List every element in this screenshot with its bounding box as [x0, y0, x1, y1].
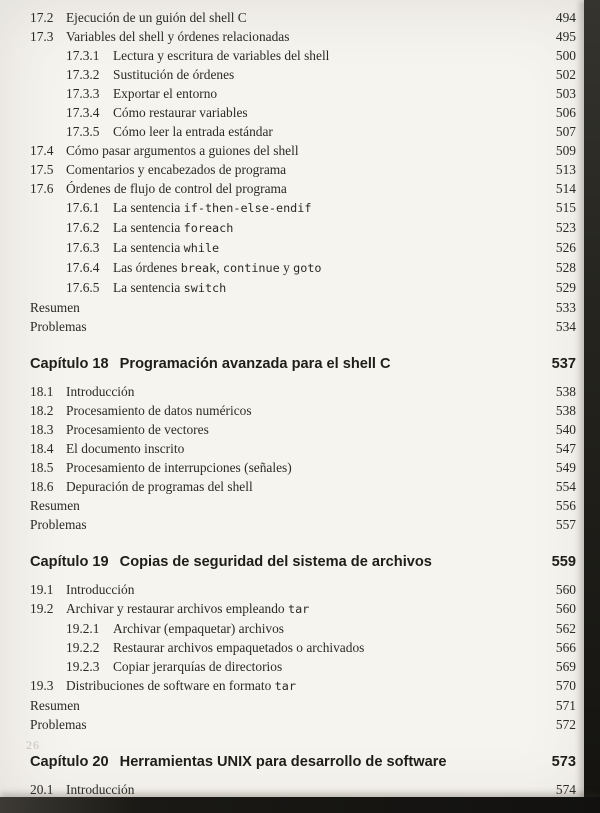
toc-entry	[30, 258, 576, 278]
toc-list	[30, 8, 576, 799]
entry-title: Lectura y escritura de variables del shell	[113, 48, 330, 63]
page-number: 494	[555, 10, 576, 25]
toc-entry	[30, 439, 576, 458]
code-term: if-then-else-endif	[183, 201, 312, 215]
section-number: 18.6	[30, 479, 54, 494]
section-number: 17.6	[30, 181, 54, 196]
toc-entry-unnumbered	[30, 515, 576, 534]
entry-title: Introducción	[66, 582, 135, 597]
entry-title: El documento inscrito	[66, 441, 185, 456]
page-number: 500	[555, 48, 576, 63]
page-number: 572	[555, 717, 576, 732]
toc-entry	[30, 65, 576, 84]
page-number: 554	[555, 479, 576, 494]
entry-title: Restaurar archivos empaquetados o archivados	[113, 640, 365, 655]
toc-entry	[30, 401, 576, 420]
toc-entry	[30, 8, 576, 27]
page-number: 559	[551, 554, 576, 570]
toc-entry	[30, 27, 576, 46]
entry-title: Problemas	[30, 517, 87, 532]
page-number: 513	[555, 162, 576, 177]
page-number: 533	[555, 300, 576, 315]
entry-title: Archivar (empaquetar) archivos	[113, 621, 285, 636]
section-number: 17.3	[30, 29, 54, 44]
page-number: 573	[551, 754, 576, 770]
section-number: 17.4	[30, 143, 54, 158]
code-term: continue	[222, 261, 280, 275]
entry-title: Cómo restaurar variables	[113, 105, 248, 120]
entry-title: Variables del shell y órdenes relacionadas	[66, 29, 290, 44]
page-number: 503	[555, 86, 576, 101]
entry-title: Problemas	[30, 717, 87, 732]
page-number: 566	[555, 640, 576, 655]
section-number: 17.6.3	[66, 240, 100, 255]
entry-title: Copias de seguridad del sistema de archivos	[119, 554, 432, 570]
page-number: 538	[555, 384, 576, 399]
entry-title: Introducción	[66, 384, 135, 399]
entry-title: Órdenes de flujo de control del programa	[66, 181, 287, 196]
page-number: 538	[555, 403, 576, 418]
toc-entry	[30, 619, 576, 638]
page-number: 534	[555, 319, 576, 334]
chapter-heading	[30, 552, 576, 572]
page-number: 502	[555, 67, 576, 82]
section-number: 17.3.3	[66, 86, 100, 101]
entry-title: Cómo pasar argumentos a guiones del shell	[66, 143, 299, 158]
page-number: 574	[555, 782, 576, 797]
section-number: 17.3.4	[66, 105, 100, 120]
entry-title: Ejecución de un guión del shell C	[66, 10, 247, 25]
entry-title: Distribuciones de software en formato tar	[66, 678, 296, 693]
entry-title: Las órdenes break, continue y goto	[113, 260, 322, 275]
entry-title: La sentencia foreach	[113, 220, 234, 235]
toc-entry	[30, 103, 576, 122]
page-number: 523	[555, 220, 576, 235]
toc-entry	[30, 657, 576, 676]
toc-entry	[30, 218, 576, 238]
section-number: 17.3.2	[66, 67, 100, 82]
entry-title: La sentencia switch	[113, 280, 227, 295]
page-number: 515	[555, 200, 576, 215]
page-number: 509	[555, 143, 576, 158]
section-number: 17.6.4	[66, 260, 100, 275]
section-number: 17.6.1	[66, 200, 100, 215]
page-number: 562	[555, 621, 576, 636]
toc-entry	[30, 84, 576, 103]
toc-entry	[30, 141, 576, 160]
entry-title: Depuración de programas del shell	[66, 479, 253, 494]
entry-title: Cómo leer la entrada estándar	[113, 124, 273, 139]
toc-entry	[30, 458, 576, 477]
toc-entry	[30, 46, 576, 65]
section-number: 17.5	[30, 162, 54, 177]
section-number: 18.1	[30, 384, 54, 399]
section-number: 20.1	[30, 782, 54, 797]
entry-title: Procesamiento de datos numéricos	[66, 403, 252, 418]
section-number: 17.3.1	[66, 48, 100, 63]
entry-title: La sentencia if-then-else-endif	[113, 200, 312, 215]
entry-title: Resumen	[30, 498, 80, 513]
entry-title: Resumen	[30, 300, 80, 315]
chapter-number: Capítulo 20	[30, 754, 109, 770]
page-number: 528	[555, 260, 576, 275]
section-number: 19.2.3	[66, 659, 100, 674]
section-number: 17.3.5	[66, 124, 100, 139]
toc-entry	[30, 122, 576, 141]
entry-title: La sentencia while	[113, 240, 220, 255]
page-number: 529	[555, 280, 576, 295]
entry-title: Exportar el entorno	[113, 86, 218, 101]
section-number: 19.1	[30, 582, 54, 597]
page-number: 540	[555, 422, 576, 437]
code-term: foreach	[183, 221, 234, 235]
page-number: 570	[555, 678, 576, 693]
toc-entry	[30, 420, 576, 439]
entry-title: Sustitución de órdenes	[113, 67, 235, 82]
page-number: 537	[551, 356, 576, 372]
entry-title: Archivar y restaurar archivos empleando tar	[66, 601, 310, 616]
section-number: 19.2	[30, 601, 54, 616]
page-number: 547	[555, 441, 576, 456]
entry-title: Resumen	[30, 698, 80, 713]
section-number: 17.6.5	[66, 280, 100, 295]
scan-edge-right	[584, 0, 600, 813]
toc-entry	[30, 179, 576, 198]
code-term: tar	[274, 679, 296, 693]
entry-title: Procesamiento de interrupciones (señales)	[66, 460, 292, 475]
code-term: goto	[293, 261, 322, 275]
toc-entry	[30, 477, 576, 496]
toc-entry	[30, 638, 576, 657]
page-number: 507	[555, 124, 576, 139]
toc-entry	[30, 676, 576, 696]
toc-entry	[30, 160, 576, 179]
toc-entry	[30, 382, 576, 401]
code-term: tar	[287, 602, 310, 616]
page-number: 506	[555, 105, 576, 120]
entry-title: Comentarios y encabezados de programa	[66, 162, 287, 177]
page-number: 526	[555, 240, 576, 255]
page-number: 560	[555, 582, 576, 597]
section-number: 17.6.2	[66, 220, 100, 235]
code-term: switch	[183, 281, 227, 295]
entry-title: Procesamiento de vectores	[66, 422, 209, 437]
toc-entry	[30, 238, 576, 258]
entry-title: Problemas	[30, 319, 87, 334]
toc-entry-unnumbered	[30, 715, 576, 734]
chapter-number: Capítulo 18	[30, 356, 109, 372]
page-number: 514	[555, 181, 576, 196]
entry-title: Copiar jerarquías de directorios	[113, 659, 283, 674]
toc-entry-unnumbered	[30, 696, 576, 715]
chapter-heading	[30, 354, 576, 374]
entry-title: Programación avanzada para el shell C	[119, 356, 391, 372]
section-number: 19.2.2	[66, 640, 100, 655]
entry-title: Introducción	[66, 782, 135, 797]
section-number: 19.3	[30, 678, 54, 693]
chapter-heading	[30, 752, 576, 772]
section-number: 18.3	[30, 422, 54, 437]
scan-artifact: 26	[26, 738, 40, 752]
page-number: 495	[555, 29, 576, 44]
page-number: 571	[555, 698, 576, 713]
page-number: 549	[555, 460, 576, 475]
toc-entry-unnumbered	[30, 496, 576, 515]
page-number: 560	[555, 601, 576, 616]
toc-entry-unnumbered	[30, 317, 576, 336]
code-term: while	[183, 241, 220, 255]
scan-edge-bottom	[0, 797, 600, 813]
chapter-number: Capítulo 19	[30, 554, 109, 570]
section-number: 18.4	[30, 441, 54, 456]
toc-entry	[30, 278, 576, 298]
section-number: 17.2	[30, 10, 54, 25]
page-number: 557	[555, 517, 576, 532]
page-number: 569	[555, 659, 576, 674]
section-number: 19.2.1	[66, 621, 100, 636]
code-term: break	[180, 261, 217, 275]
section-number: 18.2	[30, 403, 54, 418]
toc-entry-unnumbered	[30, 298, 576, 317]
toc-entry	[30, 599, 576, 619]
section-number: 18.5	[30, 460, 54, 475]
toc-entry	[30, 198, 576, 218]
toc-entry	[30, 580, 576, 599]
entry-title: Herramientas UNIX para desarrollo de software	[119, 754, 447, 770]
page-number: 556	[555, 498, 576, 513]
